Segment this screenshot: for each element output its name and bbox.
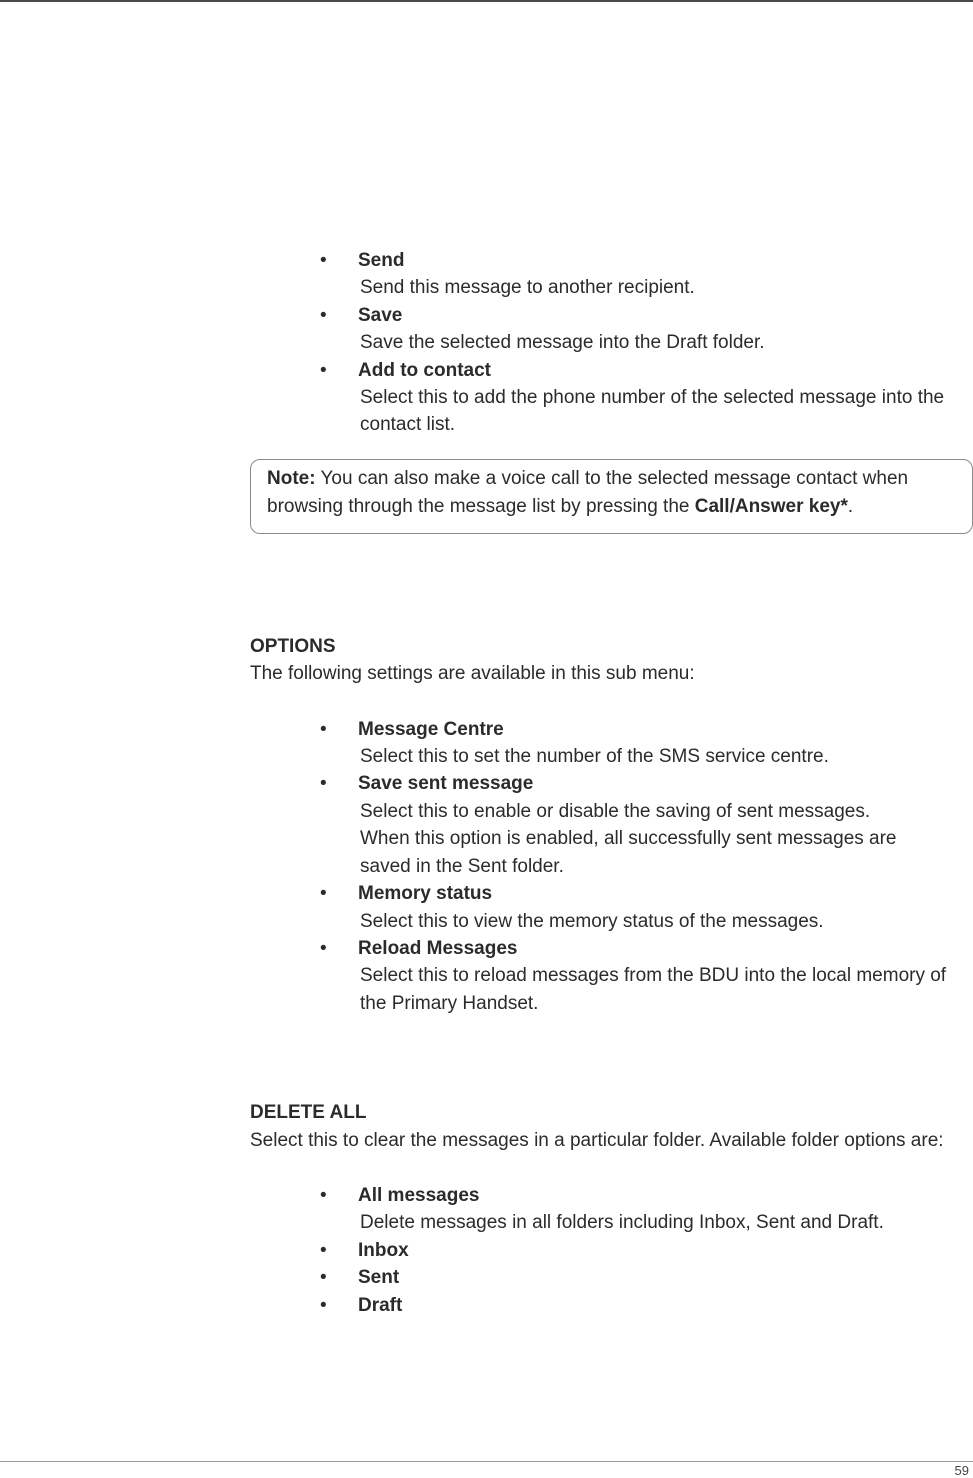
option-description: Select this to view the memory status of the messages. bbox=[360, 910, 824, 932]
list-item bbox=[320, 770, 973, 880]
option-description: Select this to reload messages from the BDU into the local memory of bbox=[360, 965, 947, 987]
options-list bbox=[250, 716, 973, 1017]
section-intro: Select this to clear the messages in a particular folder. Available folder options are: bbox=[250, 1129, 944, 1151]
option-description: When this option is enabled, all successfully sent messages are bbox=[360, 828, 897, 850]
section-heading: OPTIONS bbox=[250, 635, 336, 657]
option-label: Save sent message bbox=[358, 773, 534, 795]
option-label: All messages bbox=[358, 1184, 480, 1206]
bullet: • bbox=[320, 937, 327, 959]
bullet: • bbox=[320, 304, 327, 326]
option-description: Save the selected message into the Draft folder. bbox=[360, 332, 765, 354]
list-item bbox=[320, 357, 973, 439]
list-item bbox=[320, 1292, 973, 1319]
note-label: Note: bbox=[267, 467, 316, 489]
note-text: . bbox=[847, 495, 854, 517]
note-key: Call/Answer key* bbox=[694, 495, 848, 517]
bullet: • bbox=[320, 773, 327, 795]
bottom-rule bbox=[0, 1461, 973, 1462]
delete-options-list bbox=[250, 1182, 973, 1319]
option-description: Select this to enable or disable the saving of sent messages. bbox=[360, 800, 871, 822]
option-description: saved in the Sent folder. bbox=[360, 855, 564, 877]
bullet: • bbox=[320, 1294, 327, 1316]
option-label: Sent bbox=[358, 1267, 400, 1289]
list-item bbox=[320, 935, 973, 1017]
list-item bbox=[320, 716, 973, 771]
option-label: Message Centre bbox=[358, 718, 504, 740]
bullet: • bbox=[320, 1184, 327, 1206]
page-content bbox=[250, 247, 973, 1319]
note-text: You can also make a voice call to the selected message contact when bbox=[315, 467, 909, 489]
option-description: Send this message to another recipient. bbox=[360, 277, 695, 299]
option-label: Add to contact bbox=[358, 359, 491, 381]
option-description: Select this to add the phone number of the selected message into the bbox=[360, 387, 945, 409]
list-item bbox=[320, 302, 973, 357]
list-item bbox=[320, 880, 973, 935]
top-rule bbox=[0, 0, 973, 2]
options-section bbox=[250, 633, 973, 1017]
option-label: Save bbox=[358, 304, 403, 326]
option-label: Reload Messages bbox=[358, 937, 518, 959]
section-heading: DELETE ALL bbox=[250, 1102, 367, 1124]
bullet: • bbox=[320, 1239, 327, 1261]
list-item bbox=[320, 1237, 973, 1264]
note-text: browsing through the message list by pressing the bbox=[267, 495, 695, 517]
bullet: • bbox=[320, 883, 327, 905]
option-description: Select this to set the number of the SMS service centre. bbox=[360, 746, 829, 768]
list-item bbox=[320, 1264, 973, 1291]
list-item bbox=[320, 247, 973, 302]
bullet: • bbox=[320, 1267, 327, 1289]
section-intro: The following settings are available in this sub menu: bbox=[250, 663, 695, 685]
option-description: the Primary Handset. bbox=[360, 992, 539, 1014]
option-label: Inbox bbox=[358, 1239, 409, 1261]
bullet: • bbox=[320, 718, 327, 740]
option-label: Send bbox=[358, 250, 405, 271]
page-number: 59 bbox=[954, 1463, 969, 1478]
option-description: contact list. bbox=[360, 414, 456, 436]
list-item bbox=[320, 1182, 973, 1237]
message-options-list bbox=[250, 247, 973, 439]
option-label: Memory status bbox=[358, 883, 493, 905]
bullet: • bbox=[320, 359, 327, 381]
option-label: Draft bbox=[358, 1294, 403, 1316]
bullet: • bbox=[320, 250, 327, 271]
delete-all-section bbox=[250, 1099, 973, 1319]
option-description: Delete messages in all folders including Inbox, Sent and Draft. bbox=[360, 1212, 884, 1234]
note-box bbox=[250, 459, 973, 534]
